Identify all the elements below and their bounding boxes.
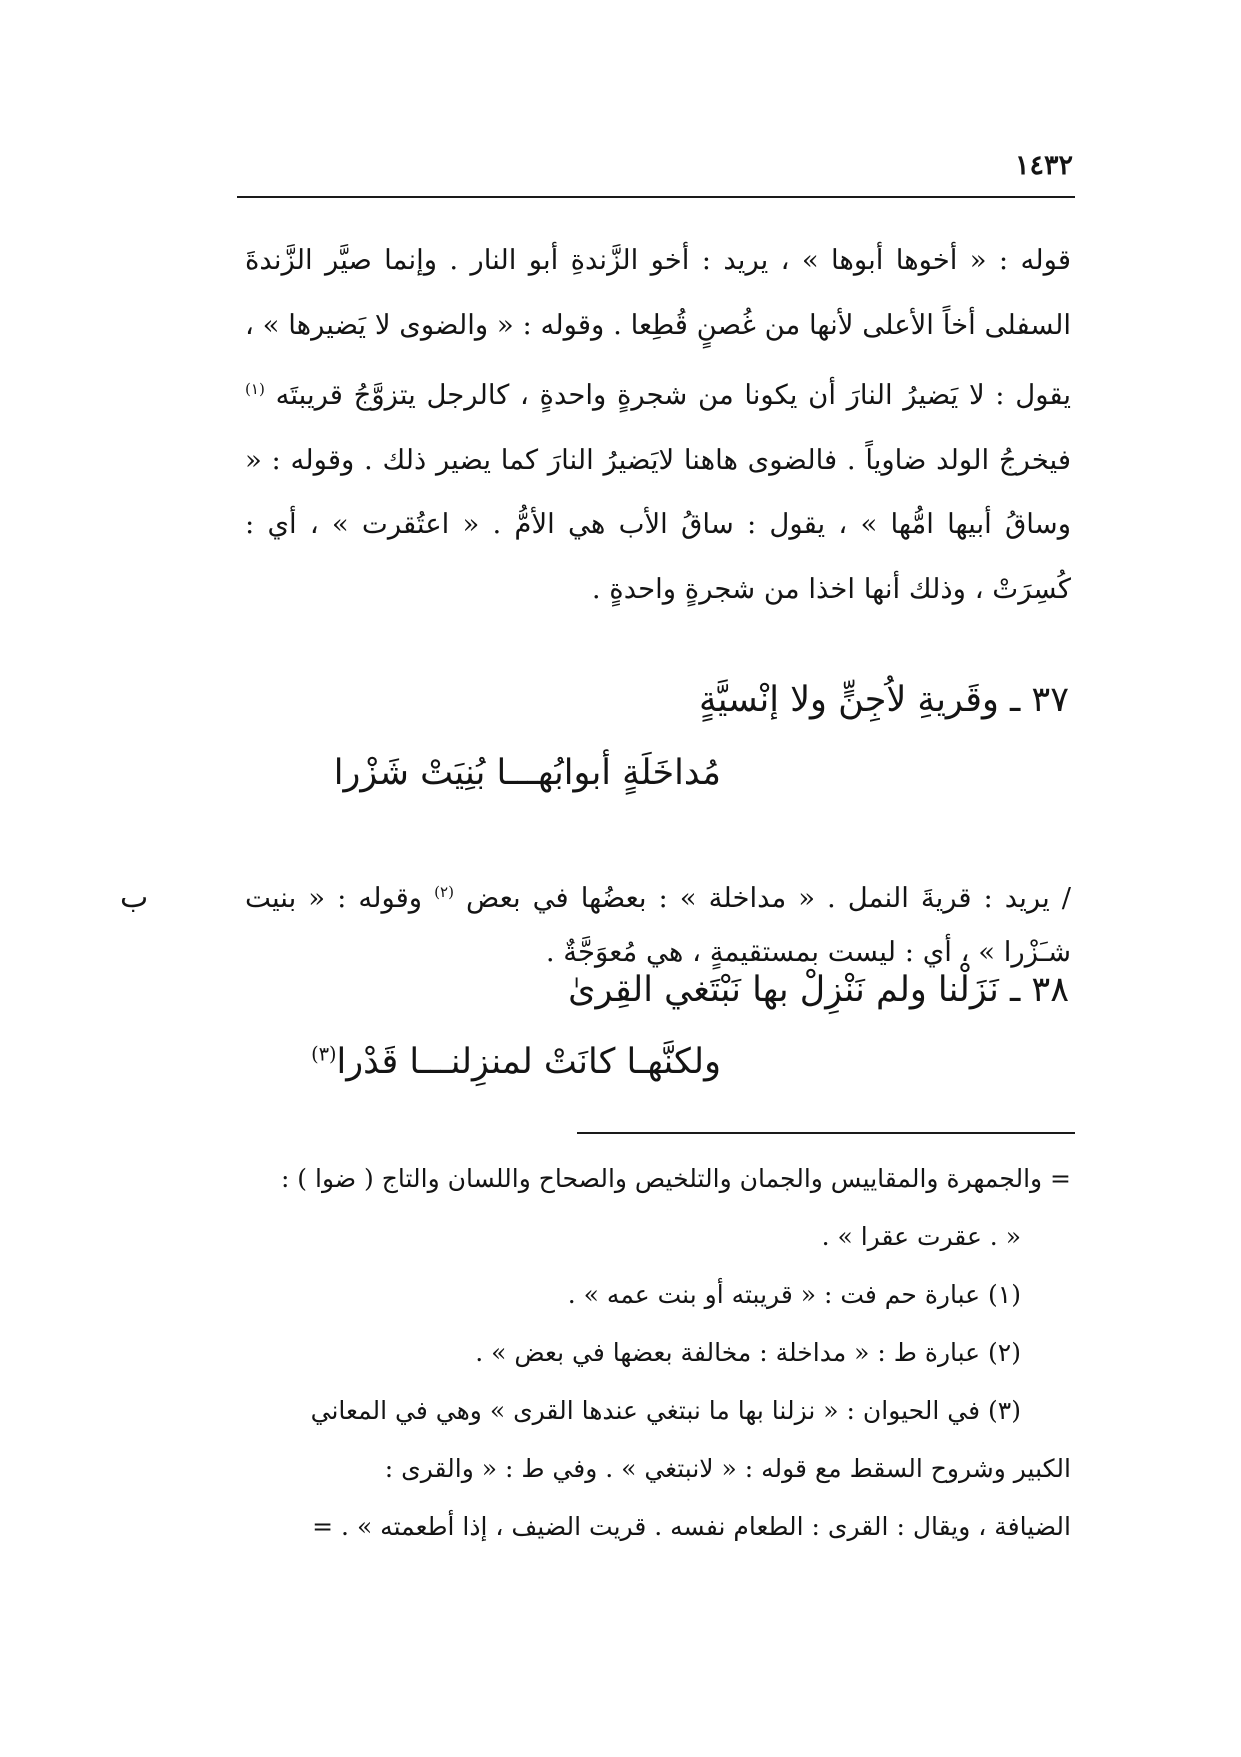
commentary-paragraph xyxy=(245,228,1071,621)
verse-37-commentary xyxy=(245,865,1071,979)
verse-38-line-2 xyxy=(311,1042,721,1082)
footnote-ref-2: (٢) xyxy=(434,883,455,901)
verse-37-line-1: ٣٧ ـ وقَريةِ لاُجِنٍّ ولا إنْسيَّةٍ xyxy=(698,680,1069,720)
commentary-text-part-1: قوله : « أخوها أبوها » ، يريد : أخو الزَّندةِ أبو النار . وإنما صيَّر الزَّندةَ السفلى أخاً الأعلى لأنها من غُصنٍ قُطِعا . وقوله : « والضوى لا يَضيرها » ، يقول : لا يَضيرُ النارَ أن يكونا من شجرةٍ واحدةٍ ، كالرجل يتزوَّجُ قريبتَه xyxy=(245,244,1071,412)
header-rule xyxy=(237,196,1075,198)
verse-37-line-2: مُداخَلَةٍ أبوابُهـــا بُنِيَتْ شَزْرا xyxy=(333,753,721,793)
page-number: ١٤٣٢ xyxy=(1014,150,1073,181)
footnote-2: (٢) عبارة ط : « مداخلة : مخالفة بعضها في بعض » . xyxy=(475,1338,1021,1367)
footnote-3-line-3: الضيافة ، ويقال : القرى : الطعام نفسه . قريت الضيف ، إذا أطعمته » . = xyxy=(312,1512,1071,1541)
footnote-continuation-2: « . عقرت عقرا » . xyxy=(821,1222,1021,1251)
footnote-rule xyxy=(577,1132,1075,1134)
verse-37-commentary-line-1-end: وقوله : xyxy=(337,882,423,915)
verse-38-line-1: ٣٨ ـ نَزَلْنا ولم نَنْزِلْ بها نَبْتَغي القِرىٰ xyxy=(568,970,1069,1010)
verse-37-commentary-line-2: « بنيت شـَزْرا » ، أي : ليست بمستقيمةٍ ، هي مُعوَجَّةٌ . xyxy=(245,882,1071,969)
footnote-continuation-1: = والجمهرة والمقاييس والجمان والتلخيص والصحاح واللسان والتاج ( ضوا ) : xyxy=(280,1164,1071,1193)
footnote-3-line-1: (٣) في الحيوان : « نزلنا بها ما نبتغي عندها القرى » وهي في المعاني xyxy=(310,1396,1021,1425)
footnote-ref-1: (١) xyxy=(245,380,265,398)
footnote-3-line-2: الكبير وشروح السقط مع قوله : « لانبتغي » . وفي ط : « والقرى : xyxy=(384,1454,1071,1483)
margin-folio-mark: ب xyxy=(120,880,149,915)
footnote-ref-3: (٣) xyxy=(311,1042,337,1066)
commentary-text-part-2: فيخرجُ الولد ضاوياً . فالضوى هاهنا لايَضيرُ النارَ كما يضير ذلك . وقوله : « وساقُ أبيها امُّها » ، يقول : ساقُ الأب هي الأمُّ . « اعتُقرت » ، أي : كُسِرَتْ ، وذلك أنها اخذا من شجرةٍ واحدةٍ . xyxy=(245,443,1071,605)
verse-38-line-2-text: ولكنَّهـا كانَتْ لمنزِلنـــا قَدْرا xyxy=(336,1042,721,1082)
footnotes xyxy=(245,1150,1071,1556)
verse-37-commentary-line-1-start: / يريد : قريةَ النمل . « مداخلة » : بعضُها في بعض xyxy=(466,882,1071,915)
footnote-1: (١) عبارة حم فت : « قريبته أو بنت عمه » . xyxy=(567,1280,1021,1309)
